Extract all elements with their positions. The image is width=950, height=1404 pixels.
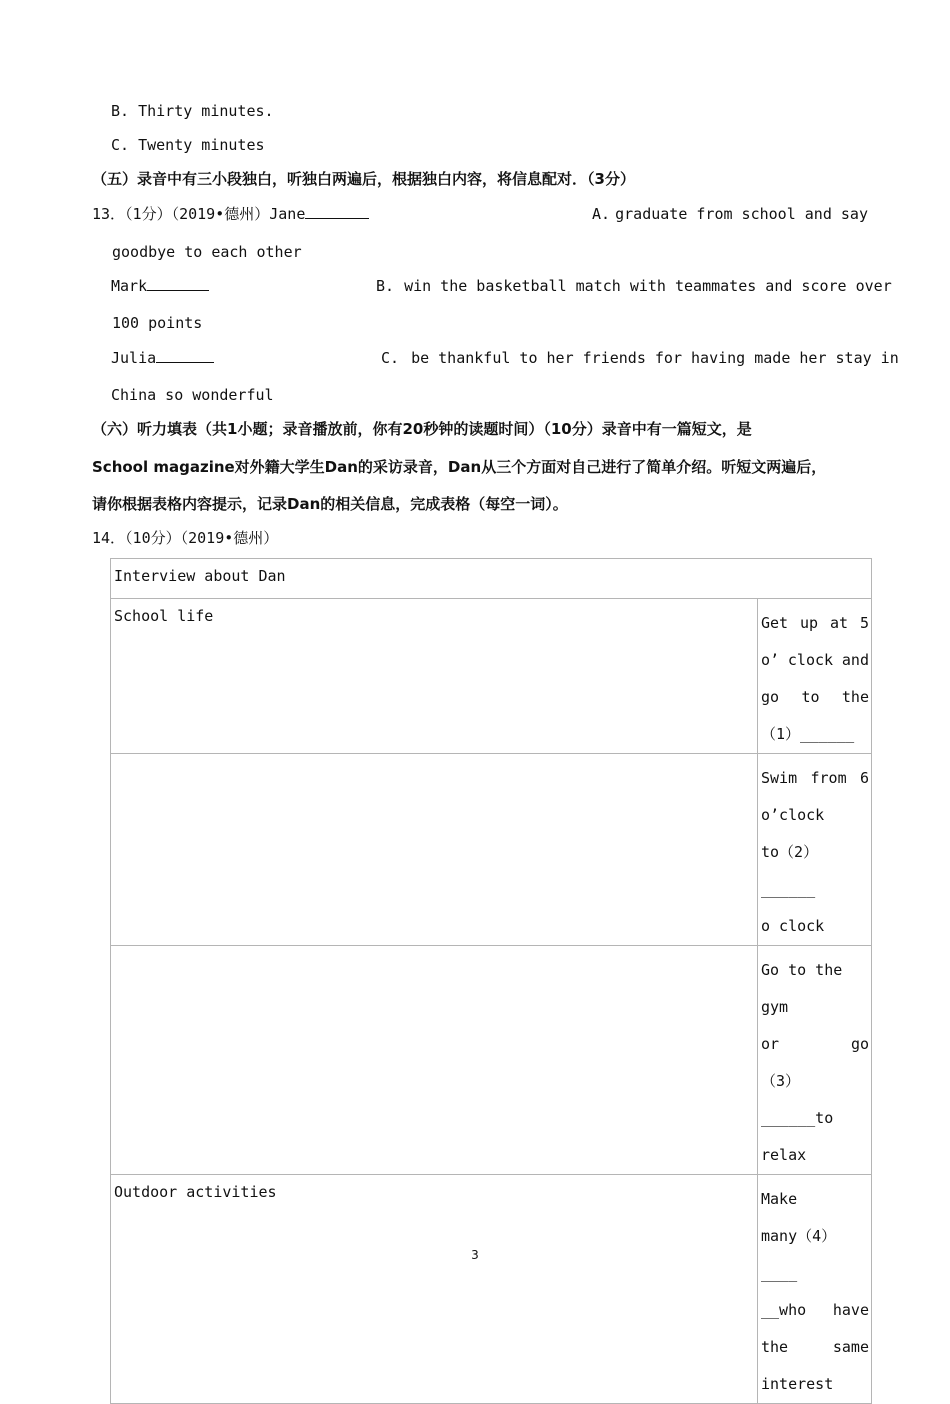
empty-label-cell bbox=[111, 754, 758, 946]
cell3-line-1: Go to the gym bbox=[761, 961, 843, 1016]
q13-row-1 bbox=[92, 204, 868, 224]
blank-julia[interactable] bbox=[156, 348, 214, 363]
q13-option-a-line bbox=[592, 204, 868, 224]
table-title: Interview about Dan bbox=[111, 559, 872, 599]
cell4-line-1: Make bbox=[761, 1190, 798, 1208]
page-number: 3 bbox=[471, 1248, 479, 1262]
q13-option-b-text: win the basketball match with teammates and score over bbox=[404, 277, 892, 295]
answer-cell-3 bbox=[758, 946, 872, 1175]
option-c: C. Twenty minutes bbox=[111, 136, 265, 154]
cell2-line-4: o clock bbox=[761, 917, 825, 935]
interview-table bbox=[110, 558, 872, 1404]
section-6-line-3: 请你根据表格内容提示，记录Dan的相关信息，完成表格（每空一词）。 bbox=[92, 495, 568, 513]
cell4-line-3: __who have bbox=[761, 1301, 869, 1319]
cell1-line-3: go to the bbox=[761, 688, 869, 706]
section-6-line-1: （六）听力填表（共1小题；录音播放前，你有20秒钟的读题时间）（10分）录音中有一篇短文，是 bbox=[92, 420, 752, 438]
q13-option-c-line bbox=[381, 348, 899, 368]
cell2-line-2: o’clock bbox=[761, 806, 825, 824]
table-title-row bbox=[111, 559, 872, 599]
table-row bbox=[111, 946, 872, 1175]
cell4-line-2[interactable]: many（4）____ bbox=[761, 1227, 837, 1282]
table-row bbox=[111, 1175, 872, 1404]
q13-option-c-text: be thankful to her friends for having made her stay in bbox=[411, 349, 899, 367]
q13-option-a-label: A. bbox=[592, 205, 611, 223]
q13-option-b-label: B. bbox=[376, 277, 395, 295]
cell1-line-2: o’ clock and bbox=[761, 651, 869, 669]
q13-option-c-label: C. bbox=[381, 349, 400, 367]
section-5-heading: （五）录音中有三小段独白，听独白两遍后，根据独白内容，将信息配对．（3分） bbox=[92, 170, 635, 188]
q13-option-a-cont: goodbye to each other bbox=[112, 243, 302, 261]
cell1-line-4[interactable]: （1）______ bbox=[761, 725, 855, 743]
option-b: B. Thirty minutes. bbox=[111, 102, 274, 120]
q13-stem: 13．（1分）（2019•德州）Jane bbox=[92, 205, 306, 223]
blank-jane[interactable] bbox=[305, 204, 369, 219]
table-row bbox=[111, 754, 872, 946]
answer-cell-1 bbox=[758, 599, 872, 754]
cell4-line-5: interest bbox=[761, 1375, 834, 1393]
q13-row-2 bbox=[111, 276, 892, 296]
cell4-line-4: the same bbox=[761, 1338, 869, 1356]
q14-stem: 14．（10分）（2019•德州） bbox=[92, 529, 279, 547]
q13-julia: Julia bbox=[111, 349, 157, 367]
answer-cell-4 bbox=[758, 1175, 872, 1404]
outdoor-activities-label: Outdoor activities bbox=[111, 1175, 758, 1404]
q13-option-b-cont: 100 points bbox=[112, 314, 203, 332]
q13-option-c-cont: China so wonderful bbox=[111, 386, 274, 404]
table-row bbox=[111, 599, 872, 754]
cell1-line-1: Get up at 5 bbox=[761, 614, 869, 632]
answer-cell-2 bbox=[758, 754, 872, 946]
q13-option-a-text: graduate from school and say bbox=[615, 205, 868, 223]
cell3-line-4: relax bbox=[761, 1146, 807, 1164]
cell3-line-3[interactable]: （3）______to bbox=[761, 1072, 834, 1127]
cell3-line-2: or go bbox=[761, 1035, 869, 1053]
cell2-line-1: Swim from 6 bbox=[761, 769, 869, 787]
q13-mark: Mark bbox=[111, 277, 148, 295]
cell2-line-3[interactable]: to（2）______ bbox=[761, 843, 819, 898]
blank-mark[interactable] bbox=[147, 276, 209, 291]
q13-row-3 bbox=[111, 348, 899, 368]
school-life-label: School life bbox=[111, 599, 758, 754]
empty-label-cell bbox=[111, 946, 758, 1175]
section-6-line-2: School magazine对外籍大学生Dan的采访录音，Dan从三个方面对自己进行了简单介绍。听短文两遍后， bbox=[92, 458, 827, 476]
q13-option-b-line bbox=[376, 276, 892, 296]
